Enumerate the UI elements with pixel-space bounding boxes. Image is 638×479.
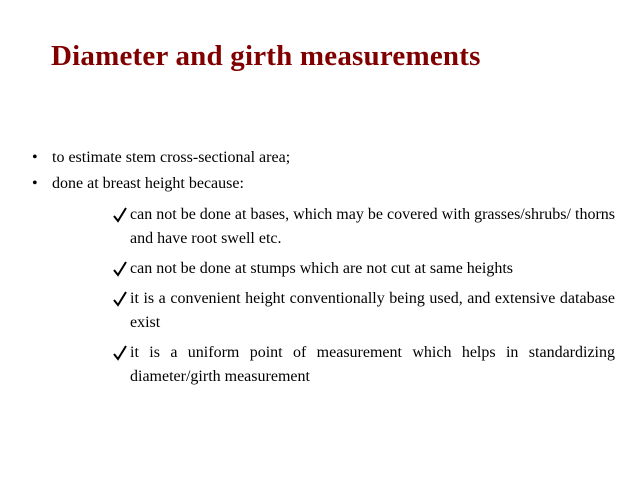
checkmark-icon (113, 341, 127, 365)
bullet-icon: • (32, 175, 38, 192)
bullet-text: to estimate stem cross-sectional area; (52, 149, 291, 166)
slide-title: Diameter and girth measurements (51, 40, 481, 72)
bullet-list (30, 145, 620, 197)
sub-item (113, 287, 615, 335)
bullet-item (30, 171, 620, 197)
sub-item-text: it is a convenient height conventionally being used, and extensive database exist (130, 290, 615, 331)
sub-item (113, 341, 615, 389)
bullet-item (30, 145, 620, 171)
sub-item (113, 257, 615, 281)
sub-list (113, 203, 615, 395)
bullet-text: done at breast height because: (52, 175, 244, 192)
checkmark-icon (113, 203, 127, 227)
sub-item-text: it is a uniform point of measurement which helps in standardizing diameter/girth measurement (130, 344, 615, 385)
bullet-icon: • (32, 149, 38, 166)
sub-item-text: can not be done at stumps which are not cut at same heights (130, 260, 514, 277)
checkmark-icon (113, 287, 127, 311)
checkmark-icon (113, 257, 127, 281)
sub-item (113, 203, 615, 251)
sub-item-text: can not be done at bases, which may be covered with grasses/shrubs/ thorns and have root swell etc. (130, 206, 615, 247)
